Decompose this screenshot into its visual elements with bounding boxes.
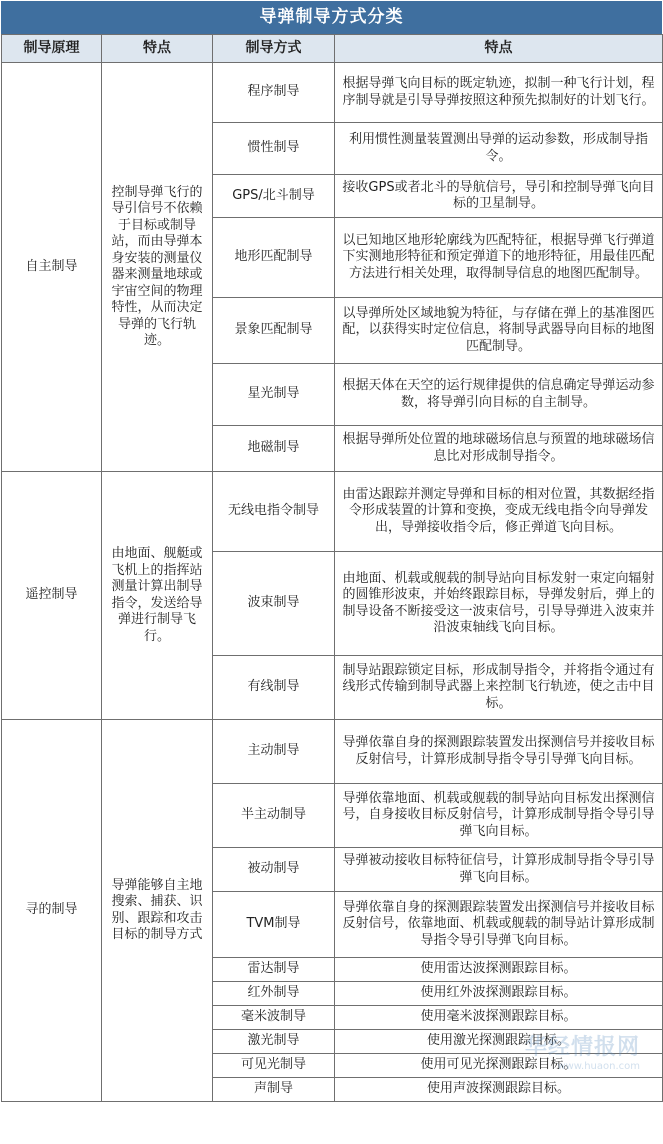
guidance-table bbox=[1, 34, 663, 1102]
method-name-cell: 波束制导 bbox=[213, 552, 335, 656]
method-name-cell: 星光制导 bbox=[213, 364, 335, 426]
watermark bbox=[525, 1030, 640, 1072]
method-description-cell: 以导弹所处区域地貌为特征，与存储在弹上的基准图匹配，以获得实时定位信息，将制导武器导向目标的地图匹配制导。 bbox=[335, 298, 663, 364]
method-description-cell: 导弹被动接收目标特征信号，计算形成制导指令导引导弹飞向目标。 bbox=[335, 848, 663, 892]
watermark-text: 华经情报网 bbox=[524, 1035, 640, 1060]
principle-cell: 寻的制导 bbox=[2, 720, 102, 1102]
method-description-cell: 使用可见光探测跟踪目标。 bbox=[335, 1054, 663, 1078]
header-method: 制导方式 bbox=[213, 35, 335, 63]
method-description-cell: 以已知地区地形轮廓线为匹配特征，根据导弹飞行弹道下实测地形特征和预定弹道下的地形特征，用最佳匹配方法进行相关处理，取得制导信息的地图匹配制导。 bbox=[335, 218, 663, 298]
header-row bbox=[2, 35, 663, 63]
method-name-cell: 红外制导 bbox=[213, 982, 335, 1006]
method-name-cell: 地形匹配制导 bbox=[213, 218, 335, 298]
method-description-cell: 使用声波探测跟踪目标。 bbox=[335, 1078, 663, 1102]
principle-cell: 自主制导 bbox=[2, 63, 102, 472]
method-description-cell: 由地面、机载或舰载的制导站向目标发射一束定向辐射的圆锥形波束，并始终跟踪目标，导弹发射后，弹上的制导设备不断接受这一波束信号，引导导弹进入波束并沿波束轴线飞向目标。 bbox=[335, 552, 663, 656]
method-description-cell: 导弹依靠自身的探测跟踪装置发出探测信号并接收目标反射信号，计算形成制导指令导引导弹飞向目标。 bbox=[335, 720, 663, 784]
method-description-cell: 接收GPS或者北斗的导航信号，导引和控制导弹飞向目标的卫星制导。 bbox=[335, 175, 663, 218]
method-description-cell: 由雷达跟踪并测定导弹和目标的相对位置，其数据经指令形成装置的计算和变换，变成无线电指令向导弹发出，导弹接收指令后，修正弹道飞向目标。 bbox=[335, 472, 663, 552]
method-name-cell: 有线制导 bbox=[213, 656, 335, 720]
method-description-cell: 制导站跟踪锁定目标，形成制导指令，并将指令通过有线形式传输到制导武器上来控制飞行轨迹，使之击中目标。 bbox=[335, 656, 663, 720]
method-description-cell: 使用雷达波探测跟踪目标。 bbox=[335, 958, 663, 982]
method-name-cell: 程序制导 bbox=[213, 63, 335, 123]
method-name-cell: 主动制导 bbox=[213, 720, 335, 784]
header-principle: 制导原理 bbox=[2, 35, 102, 63]
method-description-cell: 使用激光探测跟踪目标。 bbox=[335, 1030, 663, 1054]
method-description-cell: 根据导弹所处位置的地球磁场信息与预置的地球磁场信息比对形成制导指令。 bbox=[335, 426, 663, 472]
method-description-cell: 利用惯性测量装置测出导弹的运动参数，形成制导指令。 bbox=[335, 123, 663, 175]
method-name-cell: 地磁制导 bbox=[213, 426, 335, 472]
table-row bbox=[2, 720, 663, 784]
method-name-cell: 惯性制导 bbox=[213, 123, 335, 175]
principle-cell: 遥控制导 bbox=[2, 472, 102, 720]
principle-feature-cell: 由地面、舰艇或飞机上的指挥站测量计算出制导指令，发送给导弹进行制导飞行。 bbox=[102, 472, 213, 720]
table-row bbox=[2, 63, 663, 123]
header-method-feature: 特点 bbox=[335, 35, 663, 63]
method-name-cell: 被动制导 bbox=[213, 848, 335, 892]
method-description-cell: 使用毫米波探测跟踪目标。 bbox=[335, 1006, 663, 1030]
table-body bbox=[2, 63, 663, 1102]
method-name-cell: 毫米波制导 bbox=[213, 1006, 335, 1030]
table-container bbox=[1, 1, 662, 1102]
table-title: 导弹制导方式分类 bbox=[1, 1, 662, 34]
method-name-cell: 半主动制导 bbox=[213, 784, 335, 848]
method-name-cell: 景象匹配制导 bbox=[213, 298, 335, 364]
method-description-cell: 根据导弹飞向目标的既定轨迹，拟制一种飞行计划，程序制导就是引导导弹按照这种预先拟制好的计划飞行。 bbox=[335, 63, 663, 123]
principle-feature-cell: 导弹能够自主地搜索、捕获、识别、跟踪和攻击目标的制导方式 bbox=[102, 720, 213, 1102]
method-name-cell: TVM制导 bbox=[213, 892, 335, 958]
method-name-cell: 声制导 bbox=[213, 1078, 335, 1102]
table-row bbox=[2, 472, 663, 552]
method-name-cell: GPS/北斗制导 bbox=[213, 175, 335, 218]
method-description-cell: 导弹依靠地面、机载或舰载的制导站向目标发出探测信号，自身接收目标反射信号，计算形成制导指令导引导弹飞向目标。 bbox=[335, 784, 663, 848]
header-feature: 特点 bbox=[102, 35, 213, 63]
method-description-cell: 导弹依靠自身的探测跟踪装置发出探测信号并接收目标反射信号，依靠地面、机载或舰载的制导站计算形成制导指令导引导弹飞向目标。 bbox=[335, 892, 663, 958]
principle-feature-cell: 控制导弹飞行的导引信号不依赖于目标或制导站，而由导弹本身安装的测量仪器来测量地球或宇宙空间的物理特性，从而决定导弹的飞行轨迹。 bbox=[102, 63, 213, 472]
method-name-cell: 雷达制导 bbox=[213, 958, 335, 982]
method-name-cell: 无线电指令制导 bbox=[213, 472, 335, 552]
watermark-url: www.huaon.com bbox=[557, 1061, 640, 1072]
method-description-cell: 使用红外波探测跟踪目标。 bbox=[335, 982, 663, 1006]
method-description-cell: 根据天体在天空的运行规律提供的信息确定导弹运动参数，将导弹引向目标的自主制导。 bbox=[335, 364, 663, 426]
method-name-cell: 激光制导 bbox=[213, 1030, 335, 1054]
method-name-cell: 可见光制导 bbox=[213, 1054, 335, 1078]
